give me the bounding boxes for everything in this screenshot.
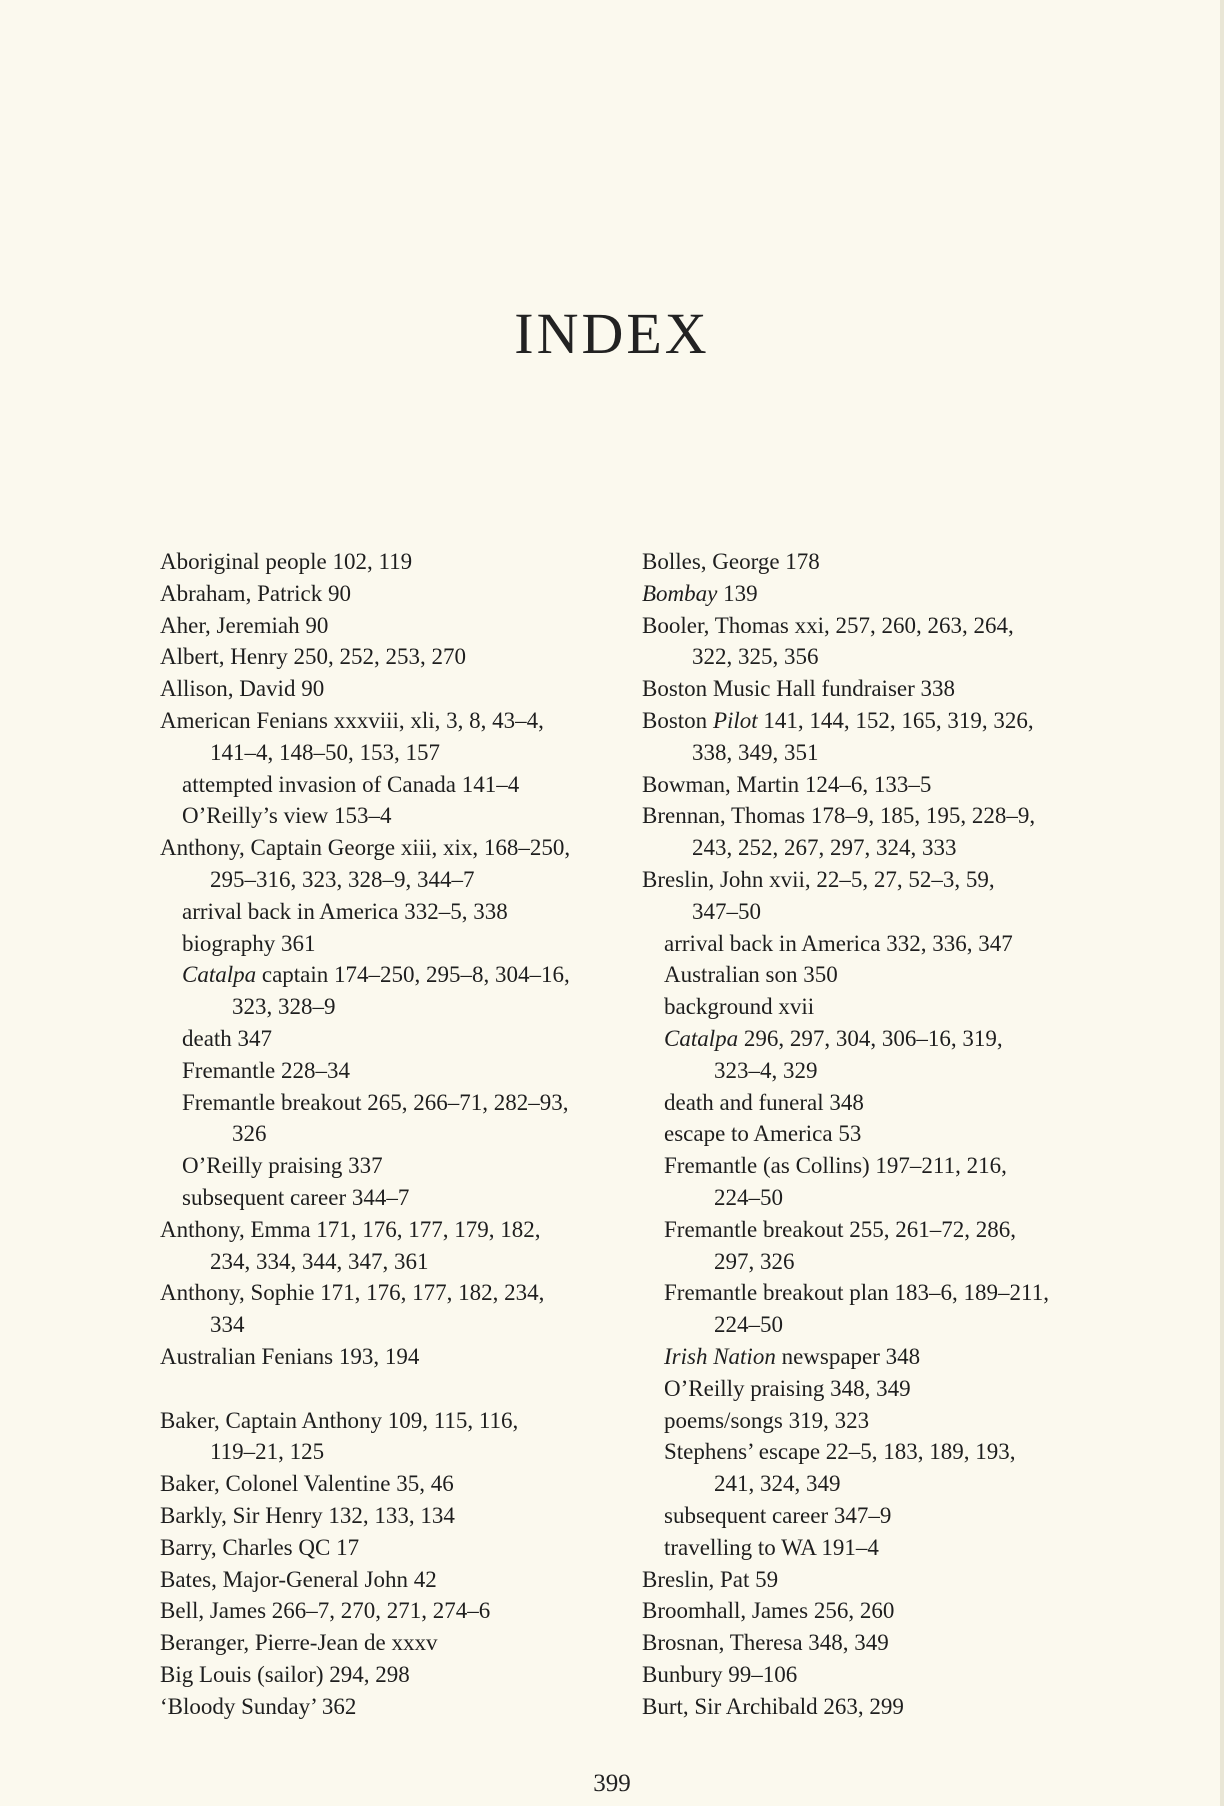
entry-text: death 347: [182, 1025, 273, 1051]
entry-text: Abraham, Patrick 90: [160, 580, 351, 606]
index-entry: [642, 610, 1112, 674]
entry-text: Bolles, George 178: [642, 549, 820, 574]
entry-continuation: 243, 252, 267, 297, 324, 333: [692, 835, 957, 861]
entry-continuation: 323, 328–9: [232, 994, 336, 1020]
index-subentry: [642, 1532, 1112, 1564]
entry-text: Catalpa captain 174–250, 295–8, 304–16,: [182, 962, 570, 988]
index-entry: [642, 1627, 1112, 1659]
index-subentry: [642, 1023, 1112, 1087]
index-entry: [642, 546, 1112, 578]
index-entry: [160, 1500, 620, 1532]
entry-text: Barry, Charles QC 17: [160, 1534, 360, 1560]
entry-text: poems/songs 319, 323: [664, 1407, 870, 1433]
entry-text: Fremantle breakout 255, 261–72, 286,: [664, 1216, 1016, 1242]
entry-text: Bombay 139: [642, 580, 758, 606]
index-entry: [160, 610, 620, 642]
entry-text: Baker, Captain Anthony 109, 115, 116,: [160, 1407, 519, 1433]
index-subentry: [642, 1277, 1112, 1341]
entry-text: O’Reilly praising 337: [182, 1153, 383, 1179]
index-entry: [160, 1627, 620, 1659]
entry-text: Bates, Major-General John 42: [160, 1566, 437, 1592]
entry-text: Boston Pilot 141, 144, 152, 165, 319, 326,: [642, 707, 1034, 733]
index-entry: [160, 1659, 620, 1691]
index-entry: [160, 578, 620, 610]
index-entry: [160, 1532, 620, 1564]
index-column-right: [642, 546, 1112, 1722]
index-entry: [160, 673, 620, 705]
entry-text: Stephens’ escape 22–5, 183, 189, 193,: [664, 1439, 1016, 1465]
index-subentry: [642, 1150, 1112, 1214]
italic-title: Irish Nation: [664, 1343, 776, 1369]
index-subentry: [160, 1055, 620, 1087]
index-entry: [642, 800, 1112, 864]
index-entry: [160, 641, 620, 673]
index-entry: [642, 578, 1112, 610]
entry-continuation: 241, 324, 349: [714, 1471, 841, 1497]
entry-text: Australian son 350: [664, 962, 838, 988]
index-entry: [160, 1341, 620, 1373]
index-subentry: [642, 991, 1112, 1023]
entry-text: Anthony, Emma 171, 176, 177, 179, 182,: [160, 1216, 541, 1242]
entry-continuation: 297, 326: [714, 1248, 795, 1274]
index-subentry: [642, 1118, 1112, 1150]
index-entry: [160, 1595, 620, 1627]
letter-group-gap: [160, 1373, 620, 1405]
entry-text: Brennan, Thomas 178–9, 185, 195, 228–9,: [642, 803, 1036, 829]
index-subentry: [642, 1373, 1112, 1405]
index-entry: [160, 1405, 620, 1469]
index-subentry: [160, 1087, 620, 1151]
entry-text: Fremantle 228–34: [182, 1057, 350, 1083]
italic-title: Bombay: [642, 580, 718, 606]
entry-text: Beranger, Pierre-Jean de xxxv: [160, 1630, 438, 1656]
entry-text: Brosnan, Theresa 348, 349: [642, 1630, 889, 1656]
page-number: 399: [593, 1770, 631, 1797]
entry-text: Fremantle breakout 265, 266–71, 282–93,: [182, 1089, 569, 1115]
entry-continuation: 119–21, 125: [210, 1439, 325, 1465]
index-subentry: [160, 769, 620, 801]
index-subentry: [160, 959, 620, 1023]
italic-title: Pilot: [712, 707, 758, 733]
index-subentry: [642, 928, 1112, 960]
entry-continuation: 141–4, 148–50, 153, 157: [210, 739, 440, 765]
entry-text: American Fenians xxxviii, xli, 3, 8, 43–4,: [160, 707, 544, 733]
entry-text: Breslin, Pat 59: [642, 1566, 779, 1592]
entry-text: Australian Fenians 193, 194: [160, 1343, 420, 1369]
index-subentry: [642, 1087, 1112, 1119]
entry-continuation: 326: [232, 1121, 267, 1147]
entry-text: Aher, Jeremiah 90: [160, 612, 329, 638]
entry-text: Catalpa 296, 297, 304, 306–16, 319,: [664, 1025, 1003, 1051]
index-entry: [642, 673, 1112, 705]
index-entry: [160, 1564, 620, 1596]
entry-continuation: 295–316, 323, 328–9, 344–7: [210, 866, 475, 892]
index-entry: [642, 1691, 1112, 1723]
entry-text: Aboriginal people 102, 119: [160, 549, 413, 574]
entry-continuation: 224–50: [714, 1312, 783, 1338]
index-entry: [160, 546, 620, 578]
index-column-left: [160, 546, 620, 1722]
entry-text: Anthony, Sophie 171, 176, 177, 182, 234,: [160, 1280, 545, 1306]
index-entry: [642, 864, 1112, 928]
entry-text: Fremantle (as Collins) 197–211, 216,: [664, 1153, 1007, 1179]
index-entry: [160, 705, 620, 769]
entry-text: arrival back in America 332, 336, 347: [664, 930, 1013, 956]
entry-continuation: 323–4, 329: [714, 1057, 818, 1083]
entry-text: biography 361: [182, 930, 316, 956]
index-subentry: [160, 800, 620, 832]
entry-text: Fremantle breakout plan 183–6, 189–211,: [664, 1280, 1049, 1306]
entry-continuation: 234, 334, 344, 347, 361: [210, 1248, 429, 1274]
index-subentry: [160, 1023, 620, 1055]
italic-title: Catalpa: [182, 962, 257, 988]
page-edge: [1220, 0, 1224, 1806]
index-entry: [160, 1468, 620, 1500]
index-title: INDEX: [514, 301, 710, 366]
entry-text: Irish Nation newspaper 348: [664, 1343, 921, 1369]
index-entry: [642, 705, 1112, 769]
entry-text: attempted invasion of Canada 141–4: [182, 771, 520, 797]
index-subentry: [642, 1214, 1112, 1278]
entry-text: O’Reilly praising 348, 349: [664, 1375, 911, 1401]
index-entry: [642, 1564, 1112, 1596]
index-subentry: [642, 1436, 1112, 1500]
index-subentry: [642, 1500, 1112, 1532]
entry-text: death and funeral 348: [664, 1089, 864, 1115]
index-entry: [160, 1277, 620, 1341]
entry-text: Boston Music Hall fundraiser 338: [642, 676, 956, 702]
entry-continuation: 322, 325, 356: [692, 644, 819, 670]
index-entry: [160, 1691, 620, 1723]
entry-text: Bowman, Martin 124–6, 133–5: [642, 771, 932, 797]
entry-text: travelling to WA 191–4: [664, 1534, 879, 1560]
entry-text: subsequent career 344–7: [182, 1184, 410, 1210]
entry-text: Broomhall, James 256, 260: [642, 1598, 895, 1624]
entry-continuation: 224–50: [714, 1184, 783, 1210]
index-entry: [160, 1214, 620, 1278]
index-subentry: [160, 1150, 620, 1182]
entry-continuation: 347–50: [692, 898, 761, 924]
entry-text: Baker, Colonel Valentine 35, 46: [160, 1471, 454, 1497]
entry-text: background xvii: [664, 994, 815, 1020]
index-subentry: [160, 928, 620, 960]
index-subentry: [642, 959, 1112, 991]
entry-text: Anthony, Captain George xiii, xix, 168–250,: [160, 835, 571, 861]
entry-text: Burt, Sir Archibald 263, 299: [642, 1693, 904, 1719]
entry-text: Breslin, John xvii, 22–5, 27, 52–3, 59,: [642, 866, 995, 892]
entry-text: Allison, David 90: [160, 676, 325, 702]
entry-text: Bell, James 266–7, 270, 271, 274–6: [160, 1598, 491, 1624]
index-subentry: [642, 1341, 1112, 1373]
entry-text: Bunbury 99–106: [642, 1661, 798, 1687]
entry-text: arrival back in America 332–5, 338: [182, 898, 508, 924]
index-entry: [642, 769, 1112, 801]
entry-text: Albert, Henry 250, 252, 253, 270: [160, 644, 466, 670]
entry-text: O’Reilly’s view 153–4: [182, 803, 392, 829]
index-entry: [642, 1595, 1112, 1627]
entry-text: escape to America 53: [664, 1121, 862, 1147]
entry-continuation: 334: [210, 1312, 245, 1338]
entry-continuation: 338, 349, 351: [692, 739, 819, 765]
entry-text: Booler, Thomas xxi, 257, 260, 263, 264,: [642, 612, 1014, 638]
index-subentry: [160, 896, 620, 928]
entry-text: Barkly, Sir Henry 132, 133, 134: [160, 1502, 455, 1528]
entry-text: ‘Bloody Sunday’ 362: [160, 1693, 357, 1719]
entry-text: Big Louis (sailor) 294, 298: [160, 1661, 410, 1687]
index-entry: [642, 1659, 1112, 1691]
index-entry: [160, 832, 620, 896]
index-subentry: [160, 1182, 620, 1214]
entry-text: subsequent career 347–9: [664, 1502, 892, 1528]
index-subentry: [642, 1405, 1112, 1437]
italic-title: Catalpa: [664, 1025, 739, 1051]
